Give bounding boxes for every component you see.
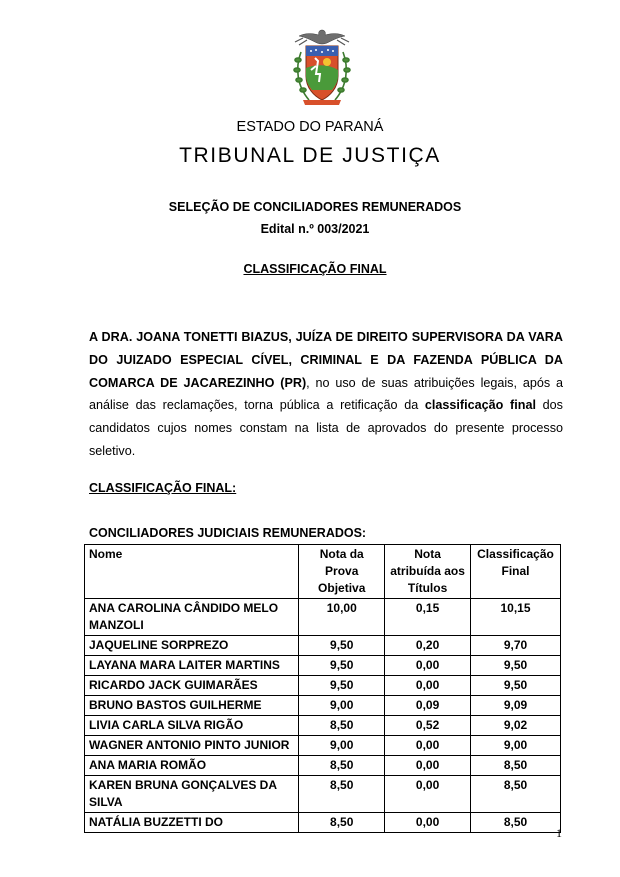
edital-number: Edital n.º 003/2021 (260, 222, 370, 236)
objective-score: 9,50 (299, 656, 385, 676)
judge-identification: A DRA. JOANA TONETTI BIAZUS, JUÍZA DE DIREITO SUPERVISORA DA VARA DO JUIZADO ESPECIAL CÍVEL, CRIMINAL E DA FAZENDA PÚBLICA DA COMARCA DE JACAREZINHO (PR) (89, 330, 563, 390)
document-title: CLASSIFICAÇÃO FINAL (243, 262, 387, 276)
header-objective-score: Nota da Prova Objetiva (299, 545, 385, 599)
candidate-name: WAGNER ANTONIO PINTO JUNIOR (85, 736, 299, 756)
candidate-name: KAREN BRUNA GONÇALVES DA SILVA (85, 776, 299, 813)
final-score: 9,02 (471, 716, 561, 736)
objective-score: 8,50 (299, 813, 385, 833)
state-name: ESTADO DO PARANÁ (236, 119, 384, 135)
title-score: 0,00 (385, 656, 471, 676)
table-row (85, 676, 561, 696)
final-score: 9,70 (471, 636, 561, 656)
table-header-row (85, 545, 561, 599)
objective-score: 8,50 (299, 776, 385, 813)
title-score: 0,00 (385, 736, 471, 756)
table-row (85, 756, 561, 776)
coat-of-arms-icon (289, 28, 355, 108)
final-score: 8,50 (471, 776, 561, 813)
title-score: 0,52 (385, 716, 471, 736)
candidate-name: BRUNO BASTOS GUILHERME (85, 696, 299, 716)
objective-score: 10,00 (299, 599, 385, 636)
title-score: 0,00 (385, 756, 471, 776)
candidate-name: RICARDO JACK GUIMARÃES (85, 676, 299, 696)
candidate-name: LAYANA MARA LAITER MARTINS (85, 656, 299, 676)
header-final-classification: Classificação Final (471, 545, 561, 599)
section-title: CLASSIFICAÇÃO FINAL: (89, 481, 237, 495)
candidate-name: JAQUELINE SORPREZO (85, 636, 299, 656)
final-score: 9,00 (471, 736, 561, 756)
final-score: 9,50 (471, 676, 561, 696)
objective-score: 9,00 (299, 736, 385, 756)
table-row (85, 656, 561, 676)
final-score: 8,50 (471, 813, 561, 833)
table-row (85, 776, 561, 813)
header-title-score: Nota atribuída aos Títulos (385, 545, 471, 599)
paragraph-text-end: dos candidatos cujos nomes constam na lista de aprovados do presente processo seletivo. (89, 398, 563, 458)
objective-score: 8,50 (299, 716, 385, 736)
title-score: 0,00 (385, 776, 471, 813)
candidate-name: ANA MARIA ROMÃO (85, 756, 299, 776)
final-score: 10,15 (471, 599, 561, 636)
title-score: 0,15 (385, 599, 471, 636)
table-title: CONCILIADORES JUDICIAIS REMUNERADOS: (89, 526, 367, 540)
table-row (85, 696, 561, 716)
objective-score: 9,00 (299, 696, 385, 716)
objective-score: 9,50 (299, 676, 385, 696)
court-name: TRIBUNAL DE JUSTIÇA (179, 144, 441, 167)
paragraph-text: , no uso de suas atribuições legais, após a análise das reclamações, torna pública a retificação da (89, 375, 563, 413)
objective-score: 9,50 (299, 636, 385, 656)
announcement-paragraph (89, 326, 563, 463)
page-number: 1 (556, 826, 562, 840)
title-score: 0,09 (385, 696, 471, 716)
table-row (85, 813, 561, 833)
objective-score: 8,50 (299, 756, 385, 776)
final-score: 8,50 (471, 756, 561, 776)
candidate-name: ANA CAROLINA CÂNDIDO MELO MANZOLI (85, 599, 299, 636)
table-row (85, 736, 561, 756)
final-score: 9,09 (471, 696, 561, 716)
title-score: 0,00 (385, 676, 471, 696)
candidate-name: LIVIA CARLA SILVA RIGÃO (85, 716, 299, 736)
table-row (85, 636, 561, 656)
title-score: 0,00 (385, 813, 471, 833)
table-row (85, 716, 561, 736)
selection-title: SELEÇÃO DE CONCILIADORES REMUNERADOS (168, 200, 462, 214)
classification-table (84, 544, 561, 833)
candidate-name: NATÁLIA BUZZETTI DO (85, 813, 299, 833)
paragraph-emphasis: classificação final (424, 398, 536, 413)
final-score: 9,50 (471, 656, 561, 676)
table-row (85, 599, 561, 636)
title-score: 0,20 (385, 636, 471, 656)
header-name: Nome (85, 545, 299, 599)
